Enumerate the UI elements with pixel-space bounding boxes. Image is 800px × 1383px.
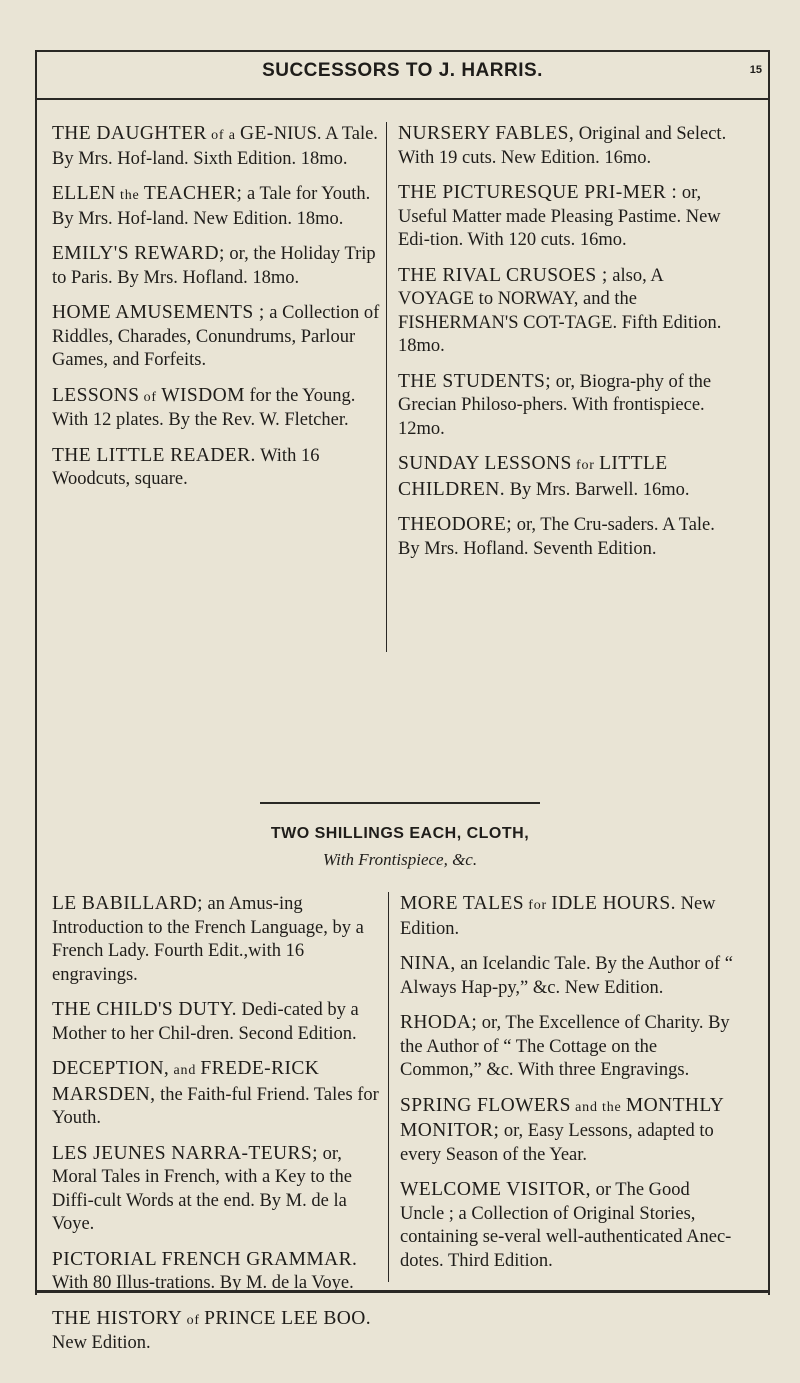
entry-sc: and the (570, 1099, 626, 1115)
column-divider-top (386, 122, 387, 652)
entry-rest: or, The Excellence of Charity. By the Author of “ The Cottage on the Common,” &c. With three Engravings. (400, 1013, 730, 1080)
catalogue-entry (398, 264, 738, 359)
entry-lead: DECEPTION, (52, 1058, 170, 1079)
entry-lead: THE HISTORY (52, 1307, 183, 1329)
entry-lead: THE CHILD'S DUTY. (52, 999, 237, 1020)
bottom-left-column (52, 892, 380, 1367)
entry-lead: NINA, (400, 953, 456, 974)
entry-rest: also, A VOYAGE to NORWAY, and the FISHERMAN'S COT-TAGE. Fifth Edition. 18mo. (398, 265, 722, 356)
catalogue-entry (398, 452, 738, 502)
running-title: SUCCESSORS TO J. HARRIS. (262, 60, 543, 81)
entry-lead2: GE- (240, 123, 274, 144)
entry-lead: HOME AMUSEMENTS ; (52, 302, 265, 323)
catalogue-entry (52, 384, 380, 433)
entry-sc: and (169, 1063, 201, 1078)
bottom-right-column (400, 892, 738, 1284)
entry-rest: New Edition. (400, 894, 716, 939)
entry-lead: ELLEN (52, 183, 116, 204)
entry-rest: a Collection of Riddles, Charades, Conundrums, Parlour Games, and Forfeits. (52, 303, 380, 370)
catalogue-entry (400, 1178, 738, 1273)
column-divider-bottom (388, 892, 389, 1282)
entry-rest: or, Useful Matter made Pleasing Pastime. New Edi-tion. With 120 cuts. 16mo. (398, 183, 721, 250)
top-right-column (398, 122, 738, 572)
top-left-column (52, 122, 380, 503)
entry-lead: RHODA; (400, 1012, 478, 1033)
header-rule (37, 98, 768, 100)
entry-rest: the Faith-ful Friend. Tales for Youth. (52, 1084, 379, 1128)
entry-rest: Dedi-cated by a Mother to her Chil-dren. Second Edition. (52, 1000, 359, 1044)
catalogue-entry (400, 1011, 738, 1083)
page-header (37, 60, 768, 86)
entry-rest: NIUS. A Tale. By Mrs. Hof-land. Sixth Edition. 18mo. (52, 124, 378, 169)
entry-lead: THE PICTURESQUE PRI-MER : (398, 182, 678, 203)
entry-lead2: FREDE-RICK MARSDEN, (52, 1058, 320, 1105)
catalogue-entry (52, 301, 380, 373)
catalogue-entry (398, 370, 738, 442)
entry-lead: MORE TALES (400, 893, 524, 914)
entry-rest: or, Moral Tales in French, with a Key to the Diffi-cult Words at the end. By M. de la Voye. (52, 1143, 352, 1234)
entry-lead2: PRINCE LEE BOO. (204, 1307, 372, 1329)
entry-rest: or, The Cru-saders. A Tale. By Mrs. Hofland. Seventh Edition. (398, 515, 715, 559)
entry-lead: PICTORIAL FRENCH GRAMMAR. (52, 1248, 358, 1270)
entry-rest: a Tale for Youth. By Mrs. Hof-land. New Edition. 18mo. (52, 184, 371, 229)
section-subtitle: With Frontispiece, &c. (322, 850, 478, 869)
entry-rest: an Icelandic Tale. By the Author of “ Always Hap-py,” &c. New Edition. (400, 954, 733, 998)
entry-lead2: MONTHLY MONITOR; (400, 1094, 724, 1141)
entry-rest: With 80 Illus-trations. By M. de la Voye. (52, 1273, 354, 1293)
entry-lead: THE LITTLE READER. (52, 444, 256, 466)
entry-lead: LE BABILLARD; (52, 893, 203, 914)
catalogue-entry (52, 182, 380, 231)
entry-sc: of (139, 389, 162, 405)
section-rule (260, 802, 540, 804)
entry-rest: Original and Select. With 19 cuts. New Edition. 16mo. (398, 124, 727, 168)
catalogue-entry (52, 892, 380, 987)
entry-sc: for (571, 458, 600, 473)
entry-rest: an Amus-ing Introduction to the French Language, by a French Lady. Fourth Edit.,with 16 engravings. (52, 894, 364, 985)
entry-sc: for (523, 898, 552, 913)
entry-lead: NURSERY FABLES, (398, 123, 575, 144)
page-frame-bottom (35, 1290, 770, 1293)
entry-rest: or, the Holiday Trip to Paris. By Mrs. Hofland. 18mo. (52, 244, 376, 288)
entry-lead: WELCOME VISITOR, (400, 1179, 591, 1200)
entry-rest: With 16 Woodcuts, square. (52, 445, 320, 489)
entry-lead2: LITTLE CHILDREN. (398, 453, 668, 500)
entry-rest: New Edition. (52, 1333, 151, 1353)
entry-lead2: TEACHER; (143, 183, 243, 204)
entry-lead: SPRING FLOWERS (400, 1094, 571, 1116)
entry-rest: for the Young. With 12 plates. By the Rev. W. Fletcher. (52, 385, 356, 430)
catalogue-entry (400, 952, 738, 1000)
entry-sc: of (182, 1312, 205, 1328)
catalogue-entry (52, 122, 380, 171)
catalogue-entry (52, 1057, 380, 1131)
entry-sc: the (115, 188, 144, 203)
entry-lead: THE DAUGHTER (52, 123, 207, 144)
catalogue-entry (52, 1248, 380, 1296)
catalogue-entry (398, 513, 738, 561)
catalogue-entry (52, 1307, 380, 1356)
entry-lead: LES JEUNES NARRA-TEURS; (52, 1142, 318, 1164)
catalogue-entry (52, 242, 380, 290)
page-number: 15 (749, 64, 762, 76)
catalogue-entry (52, 1142, 380, 1237)
entry-lead: SUNDAY LESSONS (398, 453, 572, 474)
entry-lead: THEODORE; (398, 514, 513, 535)
catalogue-entry (52, 998, 380, 1046)
entry-lead2: IDLE HOURS. (551, 893, 676, 914)
entry-lead: LESSONS (52, 384, 140, 406)
catalogue-entry (52, 444, 380, 492)
entry-lead: THE STUDENTS; (398, 370, 552, 392)
entry-rest: or, Easy Lessons, adapted to every Season of the Year. (400, 1121, 714, 1165)
entry-rest: By Mrs. Barwell. 16mo. (505, 479, 690, 500)
catalogue-entry (398, 122, 738, 170)
catalogue-entry (400, 1094, 738, 1168)
entry-lead: EMILY'S REWARD; (52, 243, 225, 264)
section-title: TWO SHILLINGS EACH, CLOTH, (270, 825, 530, 842)
entry-rest: or, Biogra-phy of the Grecian Philoso-phers. With frontispiece. 12mo. (398, 371, 712, 439)
entry-rest: or The Good Uncle ; a Collection of Original Stories, containing se-veral well-authenticated Anec-dotes. Third Edition. (400, 1180, 732, 1271)
catalogue-entry (400, 892, 738, 941)
entry-lead2: WISDOM (161, 384, 245, 406)
catalogue-entry (398, 181, 738, 253)
entry-sc: of a (206, 128, 241, 143)
entry-lead: THE RIVAL CRUSOES ; (398, 264, 608, 286)
